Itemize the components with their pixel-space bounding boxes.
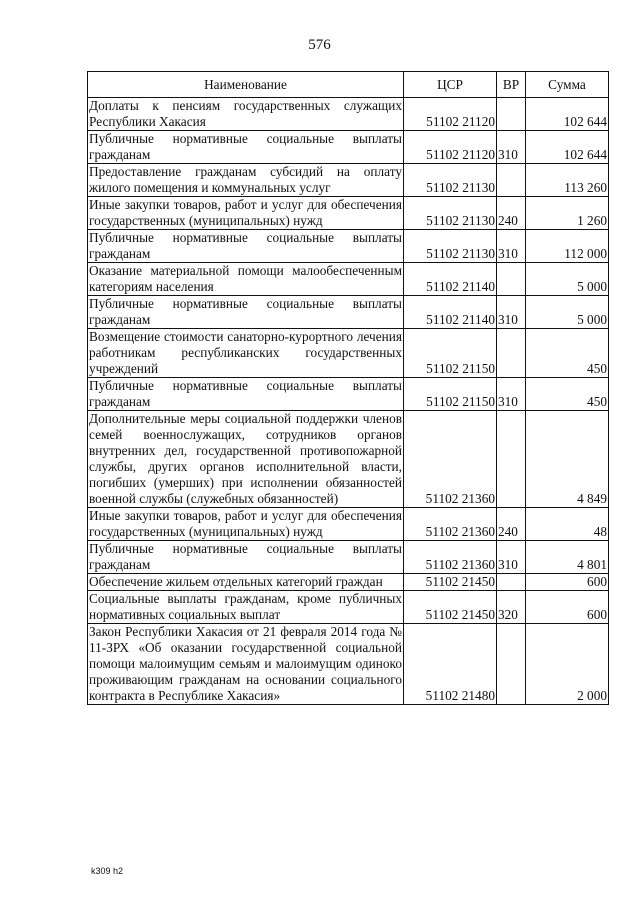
- table-row: [88, 263, 609, 296]
- row-sum: 5 000: [526, 296, 609, 329]
- row-sum: 113 260: [526, 164, 609, 197]
- row-name: Возмещение стоимости санаторно-курортного лечения работникам республиканских государственных учреждений: [89, 329, 402, 376]
- row-csr: 51102 21120: [404, 98, 497, 131]
- row-vr: [497, 164, 526, 197]
- row-sum: 102 644: [526, 98, 609, 131]
- page-number: 576: [308, 37, 331, 53]
- row-name: Социальные выплаты гражданам, кроме публичных нормативных социальных выплат: [89, 591, 402, 622]
- table-row: [88, 98, 609, 131]
- row-vr: [497, 263, 526, 296]
- row-sum: 4 849: [526, 411, 609, 508]
- row-vr: 320: [497, 591, 526, 624]
- row-name: Доплаты к пенсиям государственных служащих Республики Хакасия: [89, 98, 402, 129]
- row-name: Оказание материальной помощи малообеспеченным категориям населения: [89, 263, 402, 294]
- row-name: Публичные нормативные социальные выплаты гражданам: [89, 541, 402, 572]
- row-sum: 600: [526, 591, 609, 624]
- row-vr: [497, 98, 526, 131]
- row-sum: 48: [526, 508, 609, 541]
- footer-code: k309 h2: [91, 866, 124, 876]
- row-name: Закон Республики Хакасия от 21 февраля 2014 года № 11-ЗРХ «Об оказании государственной социальной помощи малоимущим семьям и малоимущим одиноко проживающим гражданам на основании социального контракта в Республике Хакасия»: [89, 624, 402, 703]
- table-header-row: [88, 72, 609, 98]
- row-csr: 51102 21480: [404, 624, 497, 705]
- table-row: [88, 508, 609, 541]
- table-row: [88, 624, 609, 705]
- table-row: [88, 378, 609, 411]
- row-name: Предоставление гражданам субсидий на оплату жилого помещения и коммунальных услуг: [89, 164, 402, 195]
- row-csr: 51102 21150: [404, 329, 497, 378]
- table-row: [88, 541, 609, 574]
- row-csr: 51102 21140: [404, 263, 497, 296]
- row-csr: 51102 21360: [404, 541, 497, 574]
- row-sum: 112 000: [526, 230, 609, 263]
- row-vr: [497, 574, 526, 591]
- header-csr: ЦСР: [404, 72, 497, 98]
- table-row: [88, 591, 609, 624]
- header-name: Наименование: [88, 72, 404, 98]
- row-sum: 4 801: [526, 541, 609, 574]
- row-sum: 600: [526, 574, 609, 591]
- table-row: [88, 329, 609, 378]
- header-sum: Сумма: [526, 72, 609, 98]
- row-vr: 310: [497, 541, 526, 574]
- row-vr: 240: [497, 508, 526, 541]
- row-vr: 240: [497, 197, 526, 230]
- row-csr: 51102 21360: [404, 411, 497, 508]
- row-vr: [497, 411, 526, 508]
- row-csr: 51102 21140: [404, 296, 497, 329]
- table-row: [88, 411, 609, 508]
- row-sum: 450: [526, 329, 609, 378]
- row-vr: [497, 624, 526, 705]
- row-name: Публичные нормативные социальные выплаты гражданам: [89, 378, 402, 409]
- table-row: [88, 574, 609, 591]
- row-csr: 51102 21130: [404, 230, 497, 263]
- row-csr: 51102 21120: [404, 131, 497, 164]
- row-name: Обеспечение жильем отдельных категорий граждан: [88, 574, 404, 591]
- budget-table: [87, 71, 609, 705]
- table-row: [88, 131, 609, 164]
- table-row: [88, 164, 609, 197]
- row-vr: 310: [497, 296, 526, 329]
- row-sum: 1 260: [526, 197, 609, 230]
- row-csr: 51102 21360: [404, 508, 497, 541]
- row-csr: 51102 21450: [404, 591, 497, 624]
- row-csr: 51102 21130: [404, 164, 497, 197]
- table-body: [88, 98, 609, 705]
- row-name: Иные закупки товаров, работ и услуг для обеспечения государственных (муниципальных) нужд: [89, 197, 402, 228]
- row-csr: 51102 21150: [404, 378, 497, 411]
- row-csr: 51102 21130: [404, 197, 497, 230]
- row-name: Дополнительные меры социальной поддержки членов семей военнослужащих, сотрудников органов внутренних дел, государственной противопожарной службы, других органов исполнительной власти, погибших (умерших) при исполнении обязанностей военной службы (служебных обязанностей): [89, 411, 402, 506]
- row-vr: 310: [497, 131, 526, 164]
- row-vr: 310: [497, 230, 526, 263]
- table-row: [88, 197, 609, 230]
- table-row: [88, 296, 609, 329]
- row-csr: 51102 21450: [404, 574, 497, 591]
- table-row: [88, 230, 609, 263]
- row-vr: 310: [497, 378, 526, 411]
- row-name: Публичные нормативные социальные выплаты гражданам: [89, 296, 402, 327]
- header-vr: ВР: [497, 72, 526, 98]
- row-sum: 5 000: [526, 263, 609, 296]
- row-name: Публичные нормативные социальные выплаты гражданам: [89, 131, 402, 162]
- row-sum: 450: [526, 378, 609, 411]
- row-sum: 102 644: [526, 131, 609, 164]
- row-vr: [497, 329, 526, 378]
- row-sum: 2 000: [526, 624, 609, 705]
- row-name: Иные закупки товаров, работ и услуг для обеспечения государственных (муниципальных) нужд: [89, 508, 402, 539]
- row-name: Публичные нормативные социальные выплаты гражданам: [89, 230, 402, 261]
